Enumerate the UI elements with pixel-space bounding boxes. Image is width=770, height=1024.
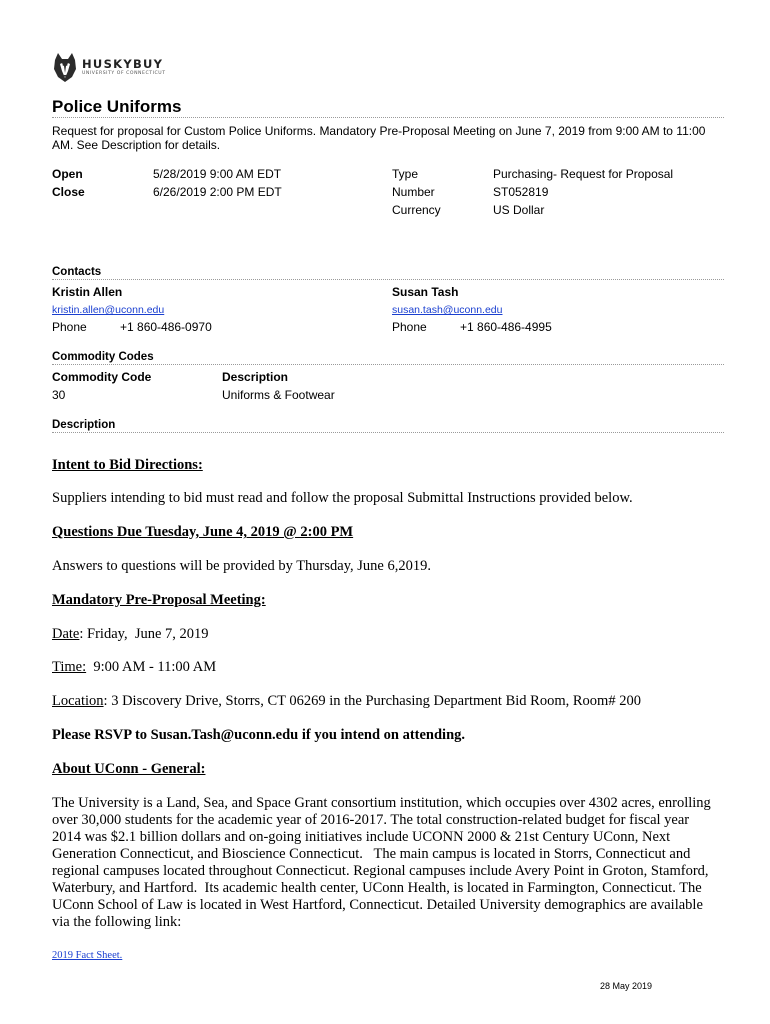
location-label: Location (52, 693, 104, 709)
location-value: : 3 Discovery Drive, Storrs, CT 06269 in the Purchasing Department Bid Room, Room# 200 (103, 693, 641, 709)
intent-heading: Intent to Bid Directions: (52, 457, 203, 473)
page-title: Police Uniforms (52, 97, 182, 116)
description-heading: Description (52, 419, 116, 431)
meeting-date (52, 626, 722, 643)
close-label: Close (52, 185, 85, 199)
number-label: Number (392, 185, 435, 199)
about-heading: About UConn - General: (52, 761, 206, 777)
intent-text: Suppliers intending to bid must read and follow the proposal Submittal Instructions provided below. (52, 490, 633, 506)
contact-name-susan-tash: Susan Tash (392, 285, 459, 299)
time-label: Time: (52, 659, 87, 675)
title-divider (52, 117, 724, 118)
footer-date: 28 May 2019 (600, 981, 653, 991)
questions-heading: Questions Due Tuesday, June 4, 2019 @ 2:00 PM (52, 524, 354, 540)
commodity-desc-header: Description (222, 370, 289, 384)
open-label: Open (52, 167, 83, 181)
meeting-heading: Mandatory Pre-Proposal Meeting: (52, 592, 266, 608)
contact-phone-label: Phone (392, 320, 427, 334)
meeting-time (52, 659, 722, 676)
close-value: 6/26/2019 2:00 PM EDT (153, 185, 282, 199)
logo-subtitle: UNIVERSITY OF CONNECTICUT (82, 70, 166, 76)
number-value: ST052819 (493, 185, 549, 199)
commodity-code-header: Commodity Code (52, 370, 152, 384)
rsvp-text: Please RSVP to Susan.Tash@uconn.edu if you intend on attending. (52, 727, 466, 743)
meeting-location (52, 693, 722, 710)
about-text: The University is a Land, Sea, and Space Grant consortium institution, which occupies over 4302 acres, enrolling over 30,000 students for the academic year of 2016-2017. The total construction-related budget for fiscal year 2014 was $2.1 billion dollars and on-going initiatives include UCONN 2000 & 21st Century UConn, Next Generation Connecticut, and Bioscience Connecticut. The main campus is located in Storrs, Connecticut and regional campuses located throughout Connecticut. Regional campuses include Avery Point in Groton, Stamford, Waterbury, and Hartford. Its academic health center, UConn Health, is located in Farmington, Connecticut. The UConn School of Law is located in West Hartford, Connecticut. Detailed University demographics are available via the following link: (52, 795, 715, 930)
bid-summary: Request for proposal for Custom Police Uniforms. Mandatory Pre-Proposal Meeting on June 7, 2019 from 9:00 AM to 11:00 AM. See Description for details. (52, 124, 706, 152)
currency-label: Currency (392, 203, 441, 217)
contacts-divider (52, 279, 724, 280)
open-value: 5/28/2019 9:00 AM EDT (153, 167, 282, 181)
contacts-heading: Contacts (52, 266, 102, 278)
date-label: Date (52, 626, 80, 642)
husky-logo-icon (52, 51, 78, 83)
logo-name: HUSKYBUY (82, 56, 164, 71)
time-value: 9:00 AM - 11:00 AM (86, 659, 217, 675)
contact-email-susan-tash[interactable]: susan.tash@uconn.edu (392, 304, 503, 316)
commodity-divider (52, 364, 724, 365)
date-value: : Friday, June 7, 2019 (79, 626, 209, 642)
answers-text: Answers to questions will be provided by Thursday, June 6,2019. (52, 558, 431, 574)
description-divider (52, 432, 724, 433)
commodity-heading: Commodity Codes (52, 351, 154, 363)
type-label: Type (392, 167, 419, 181)
currency-value: US Dollar (493, 203, 545, 217)
contact-phone-label: Phone (52, 320, 87, 334)
contact-phone-susan-tash: +1 860-486-4995 (460, 320, 552, 334)
contact-name-kristin-allen: Kristin Allen (52, 285, 123, 299)
type-value: Purchasing- Request for Proposal (493, 167, 674, 181)
fact-sheet-link[interactable]: 2019 Fact Sheet. (52, 950, 123, 961)
huskybuy-logo (52, 50, 182, 84)
contact-phone-kristin-allen: +1 860-486-0970 (120, 320, 212, 334)
contact-email-kristin-allen[interactable]: kristin.allen@uconn.edu (52, 304, 165, 316)
commodity-code: 30 (52, 388, 66, 402)
commodity-description: Uniforms & Footwear (222, 388, 335, 402)
